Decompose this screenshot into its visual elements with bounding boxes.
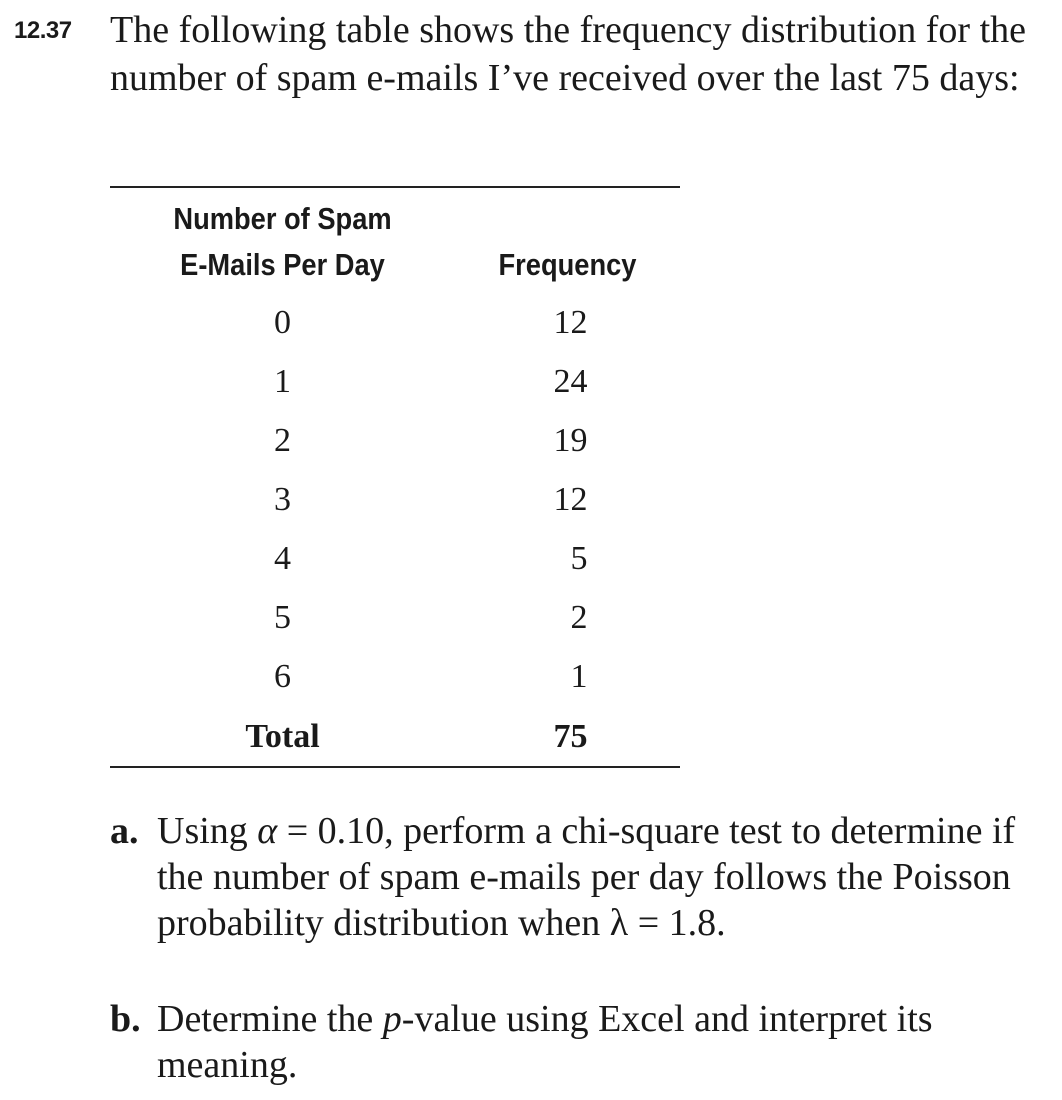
table-total-row (110, 712, 680, 762)
table-row (110, 534, 680, 593)
emails-cell: 4 (274, 540, 291, 577)
problem-intro: The following table shows the frequency distribution for the number of spam e-mails I’ve received over the last 75 days: (110, 9, 1027, 99)
table-row (110, 593, 680, 652)
frequency-cell (455, 422, 680, 460)
table-header-emails-line2: E-Mails Per Day (180, 247, 385, 282)
question-a-part2: = 0.10, perform a chi-square test to determine if the number of spam e-mails per day follows the Poisson probability distribution when (157, 810, 1016, 944)
emails-cell: 3 (274, 481, 291, 518)
question-a-marker: a. (110, 810, 139, 852)
question-a-part1: Using (157, 810, 258, 852)
table-header-frequency: Frequency (498, 247, 637, 282)
table-header-emails-line1: Number of Spam (173, 201, 392, 236)
table-bottom-rule (110, 766, 680, 768)
frequency-cell (455, 304, 680, 342)
total-value: 75 (553, 718, 588, 755)
emails-cell: 0 (274, 304, 291, 341)
lambda-symbol: λ (609, 902, 629, 944)
total-label: Total (245, 718, 320, 755)
question-b (110, 996, 1030, 1088)
problem-number: 12.37 (14, 17, 72, 44)
emails-cell: 1 (274, 363, 291, 400)
frequency-value: 12 (553, 304, 588, 341)
question-b-marker: b. (110, 998, 141, 1040)
frequency-value: 12 (553, 481, 588, 518)
table-row (110, 298, 680, 357)
emails-cell: 2 (274, 422, 291, 459)
frequency-value: 2 (570, 599, 588, 636)
frequency-cell (455, 540, 680, 578)
question-b-part2: -value using Excel and interpret its meaning. (157, 998, 933, 1086)
emails-cell: 5 (274, 599, 291, 636)
table-row (110, 652, 680, 711)
alpha-symbol: α (257, 810, 278, 852)
frequency-cell (455, 481, 680, 519)
frequency-value: 5 (570, 540, 588, 577)
question-b-text (157, 996, 1030, 1088)
table-row (110, 475, 680, 534)
question-a (110, 808, 1030, 946)
table-header-emails (131, 196, 435, 288)
frequency-cell (455, 599, 680, 637)
table-row (110, 416, 680, 475)
frequency-value: 19 (553, 422, 588, 459)
question-a-part3: = 1.8. (628, 902, 726, 944)
frequency-value: 24 (553, 363, 588, 400)
table-body (110, 298, 680, 711)
table-top-rule (110, 186, 680, 188)
question-a-text (157, 808, 1030, 946)
frequency-cell (455, 658, 680, 696)
frequency-value: 1 (570, 658, 588, 695)
p-symbol: p (382, 998, 402, 1040)
frequency-cell (455, 363, 680, 401)
table-row (110, 357, 680, 416)
emails-cell: 6 (274, 658, 291, 695)
question-b-part1: Determine the (157, 998, 383, 1040)
total-value-cell (455, 718, 680, 756)
